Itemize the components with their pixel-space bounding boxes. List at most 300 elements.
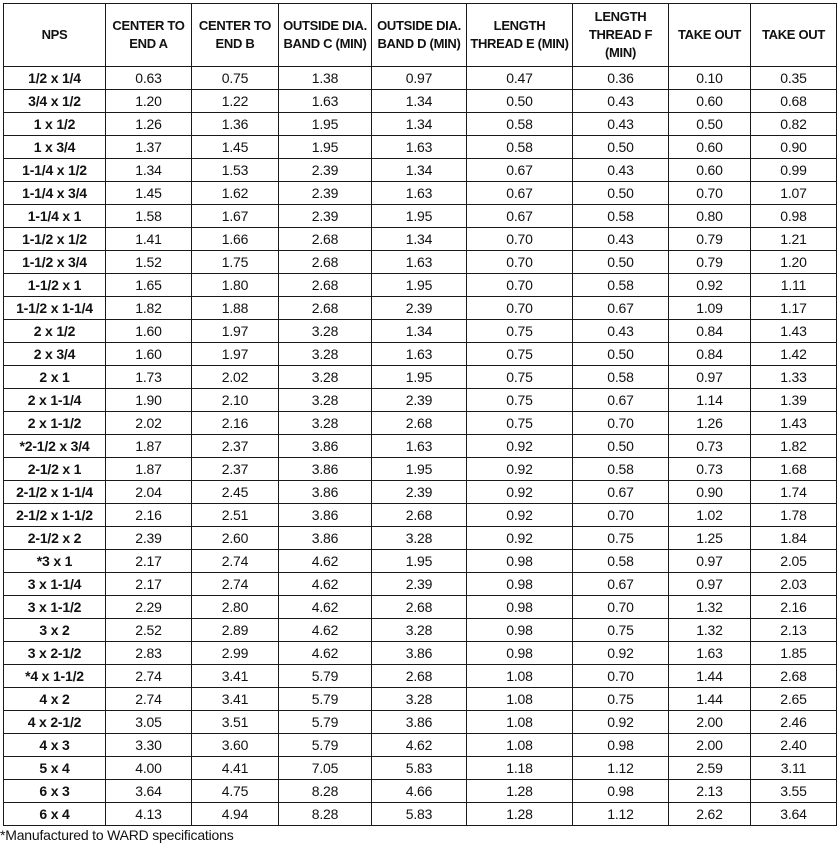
cell-center-to-end-b: 1.97 <box>192 320 279 343</box>
table-row <box>4 527 837 550</box>
cell-band-d: 1.63 <box>372 251 467 274</box>
header-length-thread-f: LENGTH THREAD F (MIN) <box>573 4 669 67</box>
cell-band-c: 1.63 <box>279 90 372 113</box>
cell-band-c: 4.62 <box>279 550 372 573</box>
cell-band-d: 1.34 <box>372 320 467 343</box>
cell-center-to-end-a: 2.83 <box>106 642 192 665</box>
cell-nps: 1-1/4 x 1/2 <box>4 159 106 182</box>
cell-band-d: 1.34 <box>372 113 467 136</box>
table-row <box>4 481 837 504</box>
cell-nps: 1-1/2 x 1 <box>4 274 106 297</box>
cell-center-to-end-b: 1.97 <box>192 343 279 366</box>
table-row <box>4 596 837 619</box>
table-row <box>4 366 837 389</box>
cell-center-to-end-a: 1.65 <box>106 274 192 297</box>
cell-take-out-1: 1.32 <box>669 619 751 642</box>
cell-band-d: 2.68 <box>372 504 467 527</box>
cell-thread-f: 0.43 <box>573 113 669 136</box>
cell-nps: 4 x 3 <box>4 734 106 757</box>
cell-nps: *2-1/2 x 3/4 <box>4 435 106 458</box>
cell-thread-f: 0.75 <box>573 527 669 550</box>
cell-band-d: 1.63 <box>372 182 467 205</box>
cell-thread-f: 0.58 <box>573 366 669 389</box>
cell-thread-e: 0.58 <box>467 136 573 159</box>
cell-thread-f: 0.58 <box>573 550 669 573</box>
cell-thread-f: 0.50 <box>573 251 669 274</box>
cell-take-out-1: 0.50 <box>669 113 751 136</box>
cell-nps: 3 x 1-1/2 <box>4 596 106 619</box>
cell-center-to-end-a: 1.82 <box>106 297 192 320</box>
cell-thread-f: 0.50 <box>573 435 669 458</box>
cell-nps: 6 x 3 <box>4 780 106 803</box>
header-length-thread-e: LENGTH THREAD E (MIN) <box>467 4 573 67</box>
cell-center-to-end-a: 2.52 <box>106 619 192 642</box>
cell-center-to-end-a: 3.30 <box>106 734 192 757</box>
cell-nps: 5 x 4 <box>4 757 106 780</box>
cell-take-out-1: 0.90 <box>669 481 751 504</box>
cell-band-d: 4.62 <box>372 734 467 757</box>
cell-center-to-end-a: 4.00 <box>106 757 192 780</box>
cell-take-out-1: 1.44 <box>669 665 751 688</box>
cell-band-c: 5.79 <box>279 734 372 757</box>
cell-center-to-end-a: 1.60 <box>106 320 192 343</box>
cell-band-c: 7.05 <box>279 757 372 780</box>
cell-band-c: 4.62 <box>279 596 372 619</box>
cell-center-to-end-a: 1.34 <box>106 159 192 182</box>
cell-center-to-end-b: 3.41 <box>192 688 279 711</box>
cell-nps: 1-1/4 x 3/4 <box>4 182 106 205</box>
cell-nps: 3 x 1-1/4 <box>4 573 106 596</box>
cell-take-out-1: 0.79 <box>669 251 751 274</box>
cell-band-d: 1.95 <box>372 274 467 297</box>
table-row <box>4 711 837 734</box>
cell-thread-f: 0.58 <box>573 205 669 228</box>
cell-center-to-end-b: 1.75 <box>192 251 279 274</box>
cell-take-out-1: 0.84 <box>669 320 751 343</box>
cell-center-to-end-b: 2.80 <box>192 596 279 619</box>
cell-center-to-end-a: 4.13 <box>106 803 192 826</box>
cell-take-out-1: 0.79 <box>669 228 751 251</box>
cell-take-out-2: 1.20 <box>751 251 837 274</box>
cell-center-to-end-b: 2.37 <box>192 458 279 481</box>
table-row <box>4 228 837 251</box>
cell-thread-f: 0.75 <box>573 688 669 711</box>
cell-band-c: 3.28 <box>279 412 372 435</box>
cell-take-out-2: 0.99 <box>751 159 837 182</box>
cell-center-to-end-a: 1.87 <box>106 458 192 481</box>
cell-band-d: 3.28 <box>372 527 467 550</box>
table-row <box>4 136 837 159</box>
cell-center-to-end-b: 2.99 <box>192 642 279 665</box>
cell-band-c: 3.86 <box>279 527 372 550</box>
cell-nps: 2 x 1-1/2 <box>4 412 106 435</box>
cell-take-out-1: 0.73 <box>669 458 751 481</box>
cell-take-out-2: 3.55 <box>751 780 837 803</box>
cell-band-d: 2.39 <box>372 389 467 412</box>
cell-center-to-end-b: 1.80 <box>192 274 279 297</box>
cell-band-d: 2.39 <box>372 481 467 504</box>
cell-center-to-end-b: 1.53 <box>192 159 279 182</box>
cell-center-to-end-a: 2.39 <box>106 527 192 550</box>
table-row <box>4 343 837 366</box>
cell-thread-f: 0.67 <box>573 481 669 504</box>
cell-nps: 3/4 x 1/2 <box>4 90 106 113</box>
table-row <box>4 251 837 274</box>
cell-take-out-2: 2.46 <box>751 711 837 734</box>
cell-center-to-end-b: 1.36 <box>192 113 279 136</box>
cell-take-out-2: 2.03 <box>751 573 837 596</box>
cell-take-out-1: 1.44 <box>669 688 751 711</box>
cell-band-c: 8.28 <box>279 803 372 826</box>
cell-take-out-1: 1.26 <box>669 412 751 435</box>
cell-center-to-end-a: 1.20 <box>106 90 192 113</box>
cell-thread-e: 0.98 <box>467 619 573 642</box>
cell-thread-e: 0.92 <box>467 504 573 527</box>
cell-take-out-1: 1.02 <box>669 504 751 527</box>
cell-center-to-end-a: 3.05 <box>106 711 192 734</box>
cell-thread-e: 0.98 <box>467 550 573 573</box>
cell-take-out-2: 1.11 <box>751 274 837 297</box>
cell-thread-e: 0.75 <box>467 343 573 366</box>
cell-take-out-1: 0.60 <box>669 159 751 182</box>
header-nps: NPS <box>4 4 106 67</box>
cell-band-c: 3.86 <box>279 458 372 481</box>
cell-center-to-end-b: 0.75 <box>192 67 279 90</box>
cell-band-c: 5.79 <box>279 688 372 711</box>
cell-thread-e: 0.92 <box>467 435 573 458</box>
cell-nps: 1-1/4 x 1 <box>4 205 106 228</box>
cell-take-out-2: 1.39 <box>751 389 837 412</box>
cell-thread-e: 0.67 <box>467 205 573 228</box>
cell-band-c: 4.62 <box>279 573 372 596</box>
cell-take-out-1: 0.97 <box>669 573 751 596</box>
cell-center-to-end-a: 2.74 <box>106 688 192 711</box>
cell-center-to-end-a: 1.87 <box>106 435 192 458</box>
cell-take-out-2: 1.78 <box>751 504 837 527</box>
table-row <box>4 573 837 596</box>
cell-thread-e: 1.08 <box>467 688 573 711</box>
cell-thread-f: 0.92 <box>573 711 669 734</box>
cell-center-to-end-b: 1.62 <box>192 182 279 205</box>
cell-center-to-end-a: 1.60 <box>106 343 192 366</box>
cell-take-out-2: 3.11 <box>751 757 837 780</box>
cell-band-d: 3.86 <box>372 642 467 665</box>
cell-take-out-2: 2.16 <box>751 596 837 619</box>
cell-take-out-1: 0.97 <box>669 550 751 573</box>
cell-center-to-end-b: 4.94 <box>192 803 279 826</box>
table-row <box>4 67 837 90</box>
cell-thread-e: 0.75 <box>467 366 573 389</box>
cell-thread-f: 0.75 <box>573 619 669 642</box>
cell-center-to-end-a: 1.26 <box>106 113 192 136</box>
cell-thread-e: 0.67 <box>467 159 573 182</box>
cell-nps: 4 x 2 <box>4 688 106 711</box>
cell-take-out-1: 0.10 <box>669 67 751 90</box>
cell-band-d: 1.34 <box>372 159 467 182</box>
cell-band-c: 2.68 <box>279 274 372 297</box>
table-row <box>4 619 837 642</box>
cell-thread-e: 0.50 <box>467 90 573 113</box>
cell-band-c: 2.68 <box>279 297 372 320</box>
cell-thread-e: 1.08 <box>467 665 573 688</box>
table-row <box>4 113 837 136</box>
table-row <box>4 90 837 113</box>
cell-take-out-2: 2.40 <box>751 734 837 757</box>
cell-band-c: 3.28 <box>279 343 372 366</box>
table-row <box>4 665 837 688</box>
cell-band-d: 2.68 <box>372 412 467 435</box>
table-row <box>4 458 837 481</box>
cell-band-c: 2.39 <box>279 159 372 182</box>
cell-nps: 2 x 1-1/4 <box>4 389 106 412</box>
cell-band-d: 1.63 <box>372 136 467 159</box>
cell-take-out-1: 2.13 <box>669 780 751 803</box>
cell-thread-e: 1.08 <box>467 711 573 734</box>
cell-take-out-2: 1.84 <box>751 527 837 550</box>
cell-take-out-2: 1.74 <box>751 481 837 504</box>
cell-center-to-end-b: 1.22 <box>192 90 279 113</box>
cell-thread-f: 0.43 <box>573 159 669 182</box>
cell-center-to-end-a: 2.02 <box>106 412 192 435</box>
cell-center-to-end-a: 1.41 <box>106 228 192 251</box>
cell-take-out-2: 1.85 <box>751 642 837 665</box>
table-row <box>4 688 837 711</box>
cell-center-to-end-a: 2.16 <box>106 504 192 527</box>
cell-take-out-2: 0.35 <box>751 67 837 90</box>
cell-center-to-end-b: 3.41 <box>192 665 279 688</box>
table-row <box>4 757 837 780</box>
cell-take-out-2: 0.98 <box>751 205 837 228</box>
cell-take-out-2: 1.68 <box>751 458 837 481</box>
cell-thread-f: 0.50 <box>573 136 669 159</box>
cell-take-out-1: 0.92 <box>669 274 751 297</box>
cell-nps: 1/2 x 1/4 <box>4 67 106 90</box>
cell-thread-f: 0.67 <box>573 297 669 320</box>
cell-center-to-end-a: 0.63 <box>106 67 192 90</box>
cell-nps: 3 x 2 <box>4 619 106 642</box>
cell-take-out-1: 2.59 <box>669 757 751 780</box>
cell-band-c: 3.28 <box>279 389 372 412</box>
cell-thread-f: 0.98 <box>573 734 669 757</box>
cell-band-d: 1.95 <box>372 458 467 481</box>
cell-center-to-end-a: 1.90 <box>106 389 192 412</box>
cell-band-d: 2.39 <box>372 297 467 320</box>
cell-center-to-end-b: 2.45 <box>192 481 279 504</box>
cell-nps: 1-1/2 x 1/2 <box>4 228 106 251</box>
cell-thread-f: 1.12 <box>573 803 669 826</box>
table-row <box>4 734 837 757</box>
cell-take-out-1: 2.00 <box>669 711 751 734</box>
cell-thread-f: 0.58 <box>573 274 669 297</box>
cell-take-out-2: 2.68 <box>751 665 837 688</box>
cell-band-c: 1.95 <box>279 113 372 136</box>
cell-nps: 1 x 3/4 <box>4 136 106 159</box>
cell-center-to-end-b: 1.88 <box>192 297 279 320</box>
table-row <box>4 205 837 228</box>
cell-take-out-2: 1.43 <box>751 412 837 435</box>
cell-thread-e: 0.70 <box>467 274 573 297</box>
cell-thread-e: 1.08 <box>467 734 573 757</box>
cell-band-c: 2.68 <box>279 251 372 274</box>
cell-band-d: 3.28 <box>372 688 467 711</box>
cell-band-c: 2.68 <box>279 228 372 251</box>
cell-take-out-2: 1.42 <box>751 343 837 366</box>
cell-take-out-1: 0.80 <box>669 205 751 228</box>
cell-take-out-2: 1.21 <box>751 228 837 251</box>
cell-take-out-2: 1.43 <box>751 320 837 343</box>
cell-center-to-end-a: 1.58 <box>106 205 192 228</box>
cell-nps: 3 x 2-1/2 <box>4 642 106 665</box>
cell-band-d: 2.68 <box>372 665 467 688</box>
cell-take-out-2: 0.82 <box>751 113 837 136</box>
cell-thread-f: 0.50 <box>573 343 669 366</box>
cell-thread-e: 0.98 <box>467 642 573 665</box>
table-row <box>4 803 837 826</box>
cell-nps: 2-1/2 x 1-1/2 <box>4 504 106 527</box>
cell-nps: 2-1/2 x 1-1/4 <box>4 481 106 504</box>
cell-center-to-end-b: 1.45 <box>192 136 279 159</box>
cell-take-out-1: 1.14 <box>669 389 751 412</box>
cell-thread-e: 0.70 <box>467 251 573 274</box>
cell-take-out-2: 2.65 <box>751 688 837 711</box>
cell-thread-e: 0.70 <box>467 297 573 320</box>
cell-band-d: 4.66 <box>372 780 467 803</box>
cell-take-out-2: 1.17 <box>751 297 837 320</box>
cell-take-out-1: 0.73 <box>669 435 751 458</box>
header-outside-dia-band-d: OUTSIDE DIA. BAND D (MIN) <box>372 4 467 67</box>
cell-center-to-end-a: 2.17 <box>106 550 192 573</box>
cell-band-c: 8.28 <box>279 780 372 803</box>
cell-thread-e: 0.98 <box>467 573 573 596</box>
cell-nps: *3 x 1 <box>4 550 106 573</box>
cell-center-to-end-b: 4.41 <box>192 757 279 780</box>
cell-center-to-end-b: 2.10 <box>192 389 279 412</box>
cell-thread-e: 0.75 <box>467 389 573 412</box>
cell-take-out-1: 1.63 <box>669 642 751 665</box>
cell-band-c: 2.39 <box>279 205 372 228</box>
cell-thread-f: 0.98 <box>573 780 669 803</box>
cell-band-c: 4.62 <box>279 619 372 642</box>
cell-take-out-2: 2.13 <box>751 619 837 642</box>
header-center-to-end-a: CENTER TO END A <box>106 4 192 67</box>
cell-thread-f: 0.70 <box>573 412 669 435</box>
cell-thread-f: 0.70 <box>573 665 669 688</box>
cell-center-to-end-b: 2.60 <box>192 527 279 550</box>
cell-thread-f: 0.43 <box>573 228 669 251</box>
cell-take-out-1: 1.25 <box>669 527 751 550</box>
table-row <box>4 550 837 573</box>
cell-band-c: 4.62 <box>279 642 372 665</box>
cell-band-c: 5.79 <box>279 711 372 734</box>
table-row <box>4 504 837 527</box>
table-row <box>4 274 837 297</box>
cell-take-out-1: 2.00 <box>669 734 751 757</box>
cell-band-d: 1.95 <box>372 550 467 573</box>
cell-center-to-end-a: 2.29 <box>106 596 192 619</box>
cell-center-to-end-a: 1.52 <box>106 251 192 274</box>
cell-take-out-1: 0.60 <box>669 90 751 113</box>
cell-nps: 1-1/2 x 1-1/4 <box>4 297 106 320</box>
cell-band-d: 5.83 <box>372 757 467 780</box>
header-outside-dia-band-c: OUTSIDE DIA. BAND C (MIN) <box>279 4 372 67</box>
cell-nps: 6 x 4 <box>4 803 106 826</box>
cell-center-to-end-b: 2.89 <box>192 619 279 642</box>
cell-thread-e: 1.18 <box>467 757 573 780</box>
cell-center-to-end-b: 2.74 <box>192 550 279 573</box>
cell-band-d: 2.68 <box>372 596 467 619</box>
cell-take-out-2: 2.05 <box>751 550 837 573</box>
cell-band-d: 1.63 <box>372 435 467 458</box>
cell-thread-e: 0.92 <box>467 481 573 504</box>
cell-take-out-2: 3.64 <box>751 803 837 826</box>
cell-center-to-end-a: 1.73 <box>106 366 192 389</box>
cell-thread-e: 0.47 <box>467 67 573 90</box>
table-row <box>4 182 837 205</box>
cell-thread-e: 0.58 <box>467 113 573 136</box>
cell-band-d: 1.63 <box>372 343 467 366</box>
cell-thread-f: 0.43 <box>573 90 669 113</box>
cell-nps: 2 x 1/2 <box>4 320 106 343</box>
cell-center-to-end-b: 4.75 <box>192 780 279 803</box>
cell-center-to-end-a: 1.45 <box>106 182 192 205</box>
cell-center-to-end-b: 2.51 <box>192 504 279 527</box>
cell-nps: 2 x 1 <box>4 366 106 389</box>
cell-take-out-1: 0.70 <box>669 182 751 205</box>
table-row <box>4 412 837 435</box>
cell-band-c: 3.86 <box>279 481 372 504</box>
cell-center-to-end-a: 2.17 <box>106 573 192 596</box>
cell-take-out-2: 1.82 <box>751 435 837 458</box>
cell-take-out-2: 0.68 <box>751 90 837 113</box>
cell-band-d: 2.39 <box>372 573 467 596</box>
cell-center-to-end-a: 1.37 <box>106 136 192 159</box>
table-row <box>4 320 837 343</box>
cell-center-to-end-a: 2.04 <box>106 481 192 504</box>
cell-thread-f: 0.70 <box>573 596 669 619</box>
cell-take-out-1: 0.60 <box>669 136 751 159</box>
cell-take-out-1: 0.84 <box>669 343 751 366</box>
cell-nps: 1 x 1/2 <box>4 113 106 136</box>
cell-thread-f: 0.67 <box>573 389 669 412</box>
cell-take-out-2: 1.33 <box>751 366 837 389</box>
cell-center-to-end-b: 2.16 <box>192 412 279 435</box>
table-row <box>4 297 837 320</box>
footnote: *Manufactured to WARD specifications <box>0 827 234 843</box>
dimensions-table-container <box>3 3 837 826</box>
cell-band-c: 5.79 <box>279 665 372 688</box>
table-row <box>4 435 837 458</box>
cell-band-c: 3.28 <box>279 366 372 389</box>
cell-band-d: 1.34 <box>372 228 467 251</box>
cell-center-to-end-b: 1.66 <box>192 228 279 251</box>
cell-center-to-end-b: 3.51 <box>192 711 279 734</box>
header-row <box>4 4 837 67</box>
cell-band-d: 3.28 <box>372 619 467 642</box>
cell-nps: 2-1/2 x 1 <box>4 458 106 481</box>
table-row <box>4 389 837 412</box>
cell-take-out-1: 1.09 <box>669 297 751 320</box>
cell-thread-e: 0.92 <box>467 527 573 550</box>
cell-band-d: 5.83 <box>372 803 467 826</box>
cell-thread-e: 0.98 <box>467 596 573 619</box>
cell-band-c: 1.38 <box>279 67 372 90</box>
cell-take-out-1: 2.62 <box>669 803 751 826</box>
header-center-to-end-b: CENTER TO END B <box>192 4 279 67</box>
cell-thread-e: 1.28 <box>467 803 573 826</box>
cell-thread-e: 0.75 <box>467 412 573 435</box>
cell-nps: *4 x 1-1/2 <box>4 665 106 688</box>
cell-band-c: 3.86 <box>279 435 372 458</box>
